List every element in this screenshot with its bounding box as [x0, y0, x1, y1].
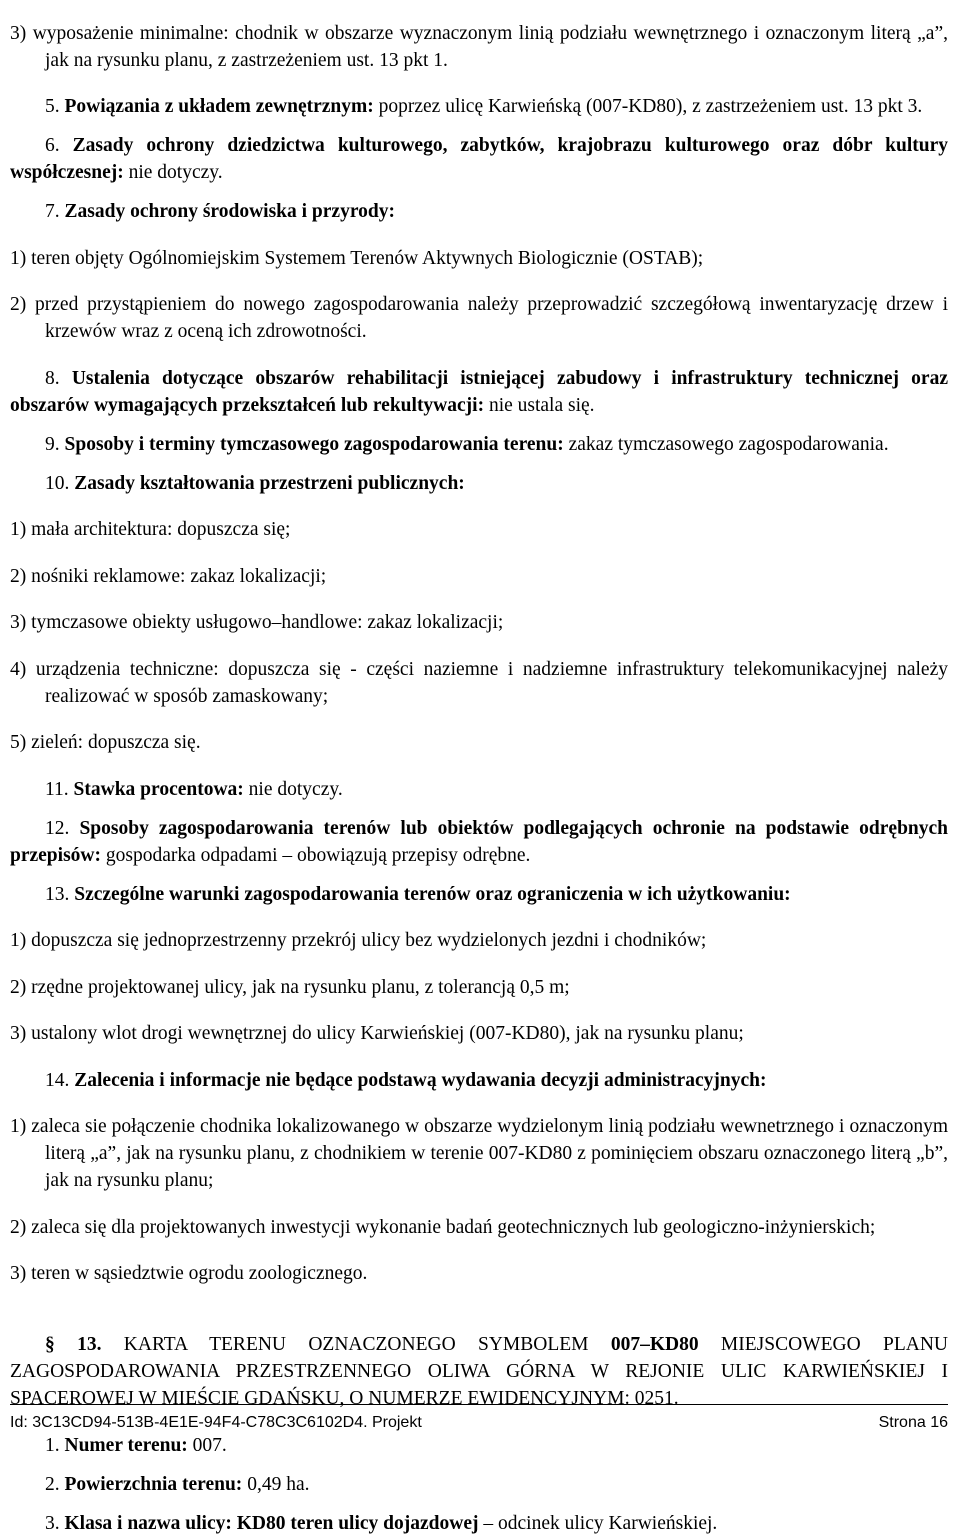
- section-5: [10, 93, 948, 120]
- document-page: [10, 0, 948, 1537]
- section-heading: Zasady kształtowania przestrzeni publicznych:: [74, 472, 465, 494]
- section-number: 10.: [45, 472, 70, 494]
- section-number: 12.: [45, 817, 70, 839]
- section-heading: Stawka procentowa:: [73, 778, 244, 800]
- page-number: Strona 16: [878, 1414, 948, 1431]
- section-number: 1.: [45, 1434, 60, 1456]
- section-heading: Zasady ochrony środowiska i przyrody:: [64, 201, 395, 222]
- section-14: [10, 1067, 948, 1094]
- list-item: 1) zaleca sie połączenie chodnika lokalizowanego w obszarze wydzielonym linią podziału wewnetrznego i oznaczonym literą „a”, jak na rysunku planu, z chodnikiem w terenie 007-KD80 z pominięciem obszaru oznaczonego literą „b”, jak na rysunku planu;: [10, 1116, 948, 1191]
- list-item: 3) tymczasowe obiekty usługowo–handlowe: zakaz lokalizacji;: [10, 612, 504, 633]
- section-text: zakaz tymczasowego zagospodarowania.: [563, 433, 889, 455]
- card-heading-text: MIEJSCOWEGO PLANU ZAGOSPODAROWANIA PRZESTRZENNEGO OLIWA GÓRNA W REJONIE ULIC KARWIEŃSKIEJ I SPACEROWEJ W MIEŚCIE GDAŃSKU, O NUMERZE EWIDENCYJNYM: 0251.: [10, 1334, 948, 1409]
- section-heading: Zasady ochrony dziedzictwa kulturowego, zabytków, krajobrazu kulturowego oraz dóbr kultury współczesnej:: [10, 135, 949, 183]
- section-text: nie dotyczy.: [243, 778, 343, 800]
- section-10: [10, 470, 948, 497]
- section-heading: Zalecenia i informacje nie będące podstawą wydawania decyzji administracyjnych:: [74, 1069, 767, 1091]
- section-11: [10, 776, 948, 803]
- section-heading: Sposoby zagospodarowania terenów lub obiektów podlegających ochronie na podstawie odrębnych przepisów:: [10, 817, 949, 866]
- card-heading-text: KARTA TERENU OZNACZONEGO SYMBOLEM: [101, 1334, 611, 1355]
- section-number: 13.: [45, 883, 70, 905]
- list-item: 3) ustalony wlot drogi wewnętrznej do ulicy Karwieńskiej (007-KD80), jak na rysunku planu;: [10, 1023, 744, 1044]
- list-item: 1) mała architektura: dopuszcza się;: [10, 519, 291, 540]
- card-item-1: [10, 1432, 948, 1459]
- section-heading: Powiązania z układem zewnętrznym:: [64, 96, 374, 117]
- section-text: gospodarka odpadami – obowiązują przepisy odrębne.: [101, 844, 531, 866]
- section-text: poprzez ulicę Karwieńską (007-KD80), z zastrzeżeniem ust. 13 pkt 3.: [373, 96, 923, 117]
- page-footer: [10, 1404, 948, 1435]
- section-8: [10, 365, 948, 419]
- section-number: 11.: [45, 778, 69, 800]
- document-id: Id: 3C13CD94-513B-4E1E-94F4-C78C3C6102D4. Projekt: [10, 1414, 422, 1431]
- list-item: 4) urządzenia techniczne: dopuszcza się - części naziemne i nadziemne infrastruktury telekomunikacyjnej należy realizować w sposób zamaskowany;: [10, 658, 948, 707]
- section-text: nie dotyczy.: [123, 162, 223, 183]
- section-heading: Ustalenia dotyczące obszarów rehabilitacji istniejącej zabudowy i infrastruktury technicznej oraz obszarów wymagających przekształceń lub rekultywacji:: [10, 367, 948, 416]
- section-number: 5.: [45, 96, 60, 117]
- section-text: nie ustala się.: [484, 394, 595, 416]
- list-item: 2) nośniki reklamowe: zakaz lokalizacji;: [10, 565, 327, 587]
- section-7: [10, 198, 948, 225]
- section-9: [10, 431, 948, 458]
- list-item: 3) wyposażenie minimalne: chodnik w obszarze wyznaczonym linią podziału wewnętrznego i oznaczonym literą „a”, jak na rysunku planu, z zastrzeżeniem ust. 13 pkt 1.: [10, 22, 948, 71]
- section-text: 007.: [187, 1434, 227, 1456]
- section-heading: Powierzchnia terenu:: [64, 1473, 243, 1495]
- section-number: 7.: [45, 201, 60, 222]
- list-item: 5) zieleń: dopuszcza się.: [10, 732, 201, 753]
- section-number: 9.: [45, 433, 60, 455]
- card-heading: [10, 1331, 948, 1412]
- section-number: 2.: [45, 1473, 60, 1495]
- section-number: 14.: [45, 1069, 70, 1091]
- list-item: 3) teren w sąsiedztwie ogrodu zoologicznego.: [10, 1263, 368, 1284]
- list-item: 1) dopuszcza się jednoprzestrzenny przekrój ulicy bez wydzielonych jezdni i chodników;: [10, 930, 707, 951]
- section-number: 3.: [45, 1512, 60, 1534]
- section-text: – odcinek ulicy Karwieńskiej.: [478, 1512, 718, 1534]
- section-text: 0,49 ha.: [242, 1473, 310, 1495]
- section-heading: Numer terenu:: [64, 1434, 188, 1456]
- section-number: 8.: [45, 367, 60, 389]
- list-item: 2) rzędne projektowanej ulicy, jak na rysunku planu, z tolerancją 0,5 m;: [10, 976, 570, 998]
- paragraph-sign: § 13.: [45, 1334, 102, 1355]
- section-13: [10, 881, 948, 908]
- section-heading: Szczególne warunki zagospodarowania terenów oraz ograniczenia w ich użytkowaniu:: [74, 883, 791, 905]
- list-item: 2) zaleca się dla projektowanych inwestycji wykonanie badań geotechnicznych lub geologiczno-inżynierskich;: [10, 1216, 876, 1238]
- card-item-3: [10, 1510, 948, 1537]
- list-item: 1) teren objęty Ogólnomiejskim Systemem Terenów Aktywnych Biologicznie (OSTAB);: [10, 247, 704, 269]
- list-item: 2) przed przystąpieniem do nowego zagospodarowania należy przeprowadzić szczegółową inwentaryzację drzew i krzewów wraz z oceną ich zdrowotności.: [10, 294, 948, 342]
- card-item-2: [10, 1471, 948, 1498]
- section-12: [10, 815, 948, 869]
- section-6: [10, 132, 948, 186]
- section-heading: Sposoby i terminy tymczasowego zagospodarowania terenu:: [64, 433, 564, 455]
- section-number: 6.: [45, 135, 60, 156]
- card-symbol: 007–KD80: [610, 1334, 699, 1355]
- section-heading: Klasa i nazwa ulicy: KD80 teren ulicy dojazdowej: [64, 1512, 479, 1534]
